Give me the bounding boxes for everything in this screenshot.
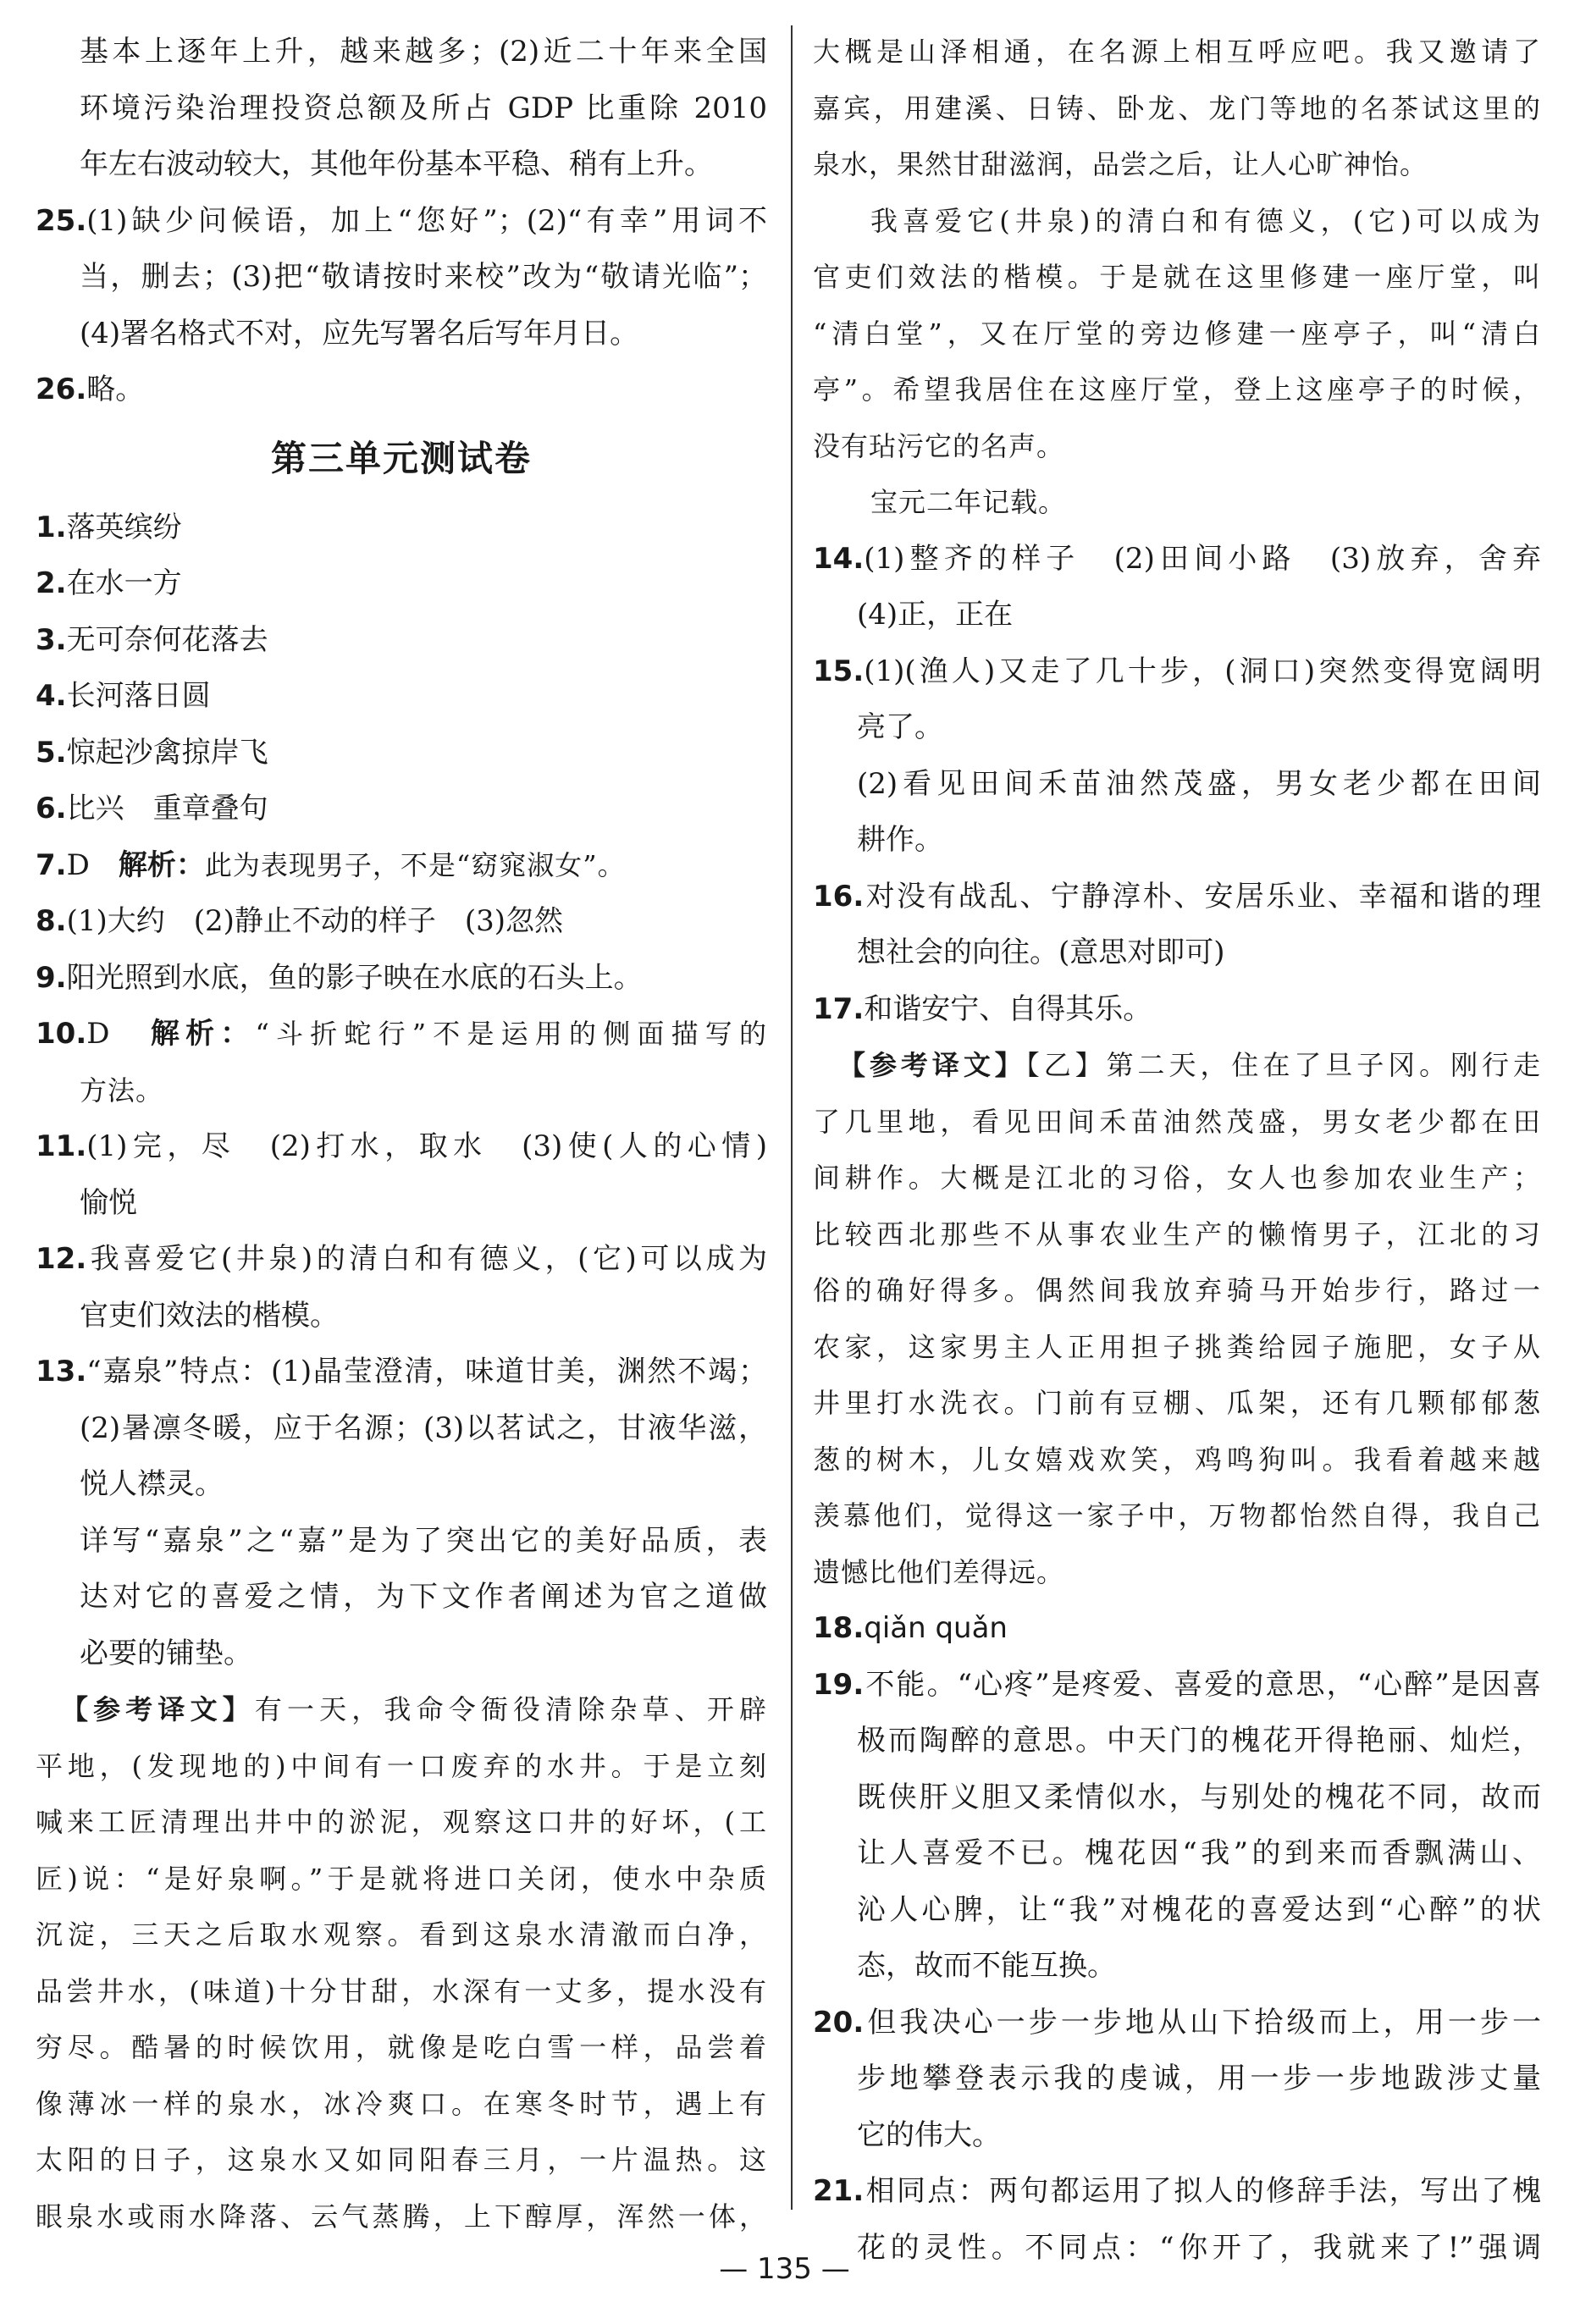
pinyin-text: qiǎn quǎn bbox=[864, 1611, 1008, 1645]
answer-18 bbox=[813, 1600, 1541, 1657]
answer-16 bbox=[813, 869, 1541, 925]
answer-text: 无可奈何花落去 bbox=[66, 622, 268, 657]
text-line: 像薄冰一样的泉水，冰冷爽口。在寒冬时节，遇上有 bbox=[36, 2087, 767, 2120]
text-line: 步地攀登表示我的虔诚，用一步一步地跋涉丈量 bbox=[857, 2062, 1541, 2095]
text-line: 它的伟大。 bbox=[857, 2117, 1001, 2152]
answer-3 bbox=[36, 612, 767, 669]
answer-19 bbox=[813, 1657, 1541, 1714]
text-line: 嘉宾，用建溪、日铸、卧龙、龙门等地的名茶试这里的 bbox=[813, 91, 1541, 124]
analysis-text: 此为表现男子，不是“窈窕淑女”。 bbox=[204, 848, 626, 881]
text-line: (2)看见田间禾苗油然茂盛，男女老少都在田间 bbox=[857, 766, 1541, 801]
answer-text: 落英缤纷 bbox=[66, 510, 182, 544]
question-number: 6. bbox=[36, 792, 67, 825]
text-line: 眼泉水或雨水降落、云气蒸腾，上下醇厚，浑然一体， bbox=[36, 2200, 767, 2233]
question-number: 25. bbox=[36, 203, 87, 238]
reference-translation bbox=[813, 1037, 1541, 1094]
text-line: 泉水，果然甘甜滋润，品尝之后，让人心旷神怡。 bbox=[813, 148, 1428, 180]
text-line: 悦人襟灵。 bbox=[80, 1467, 224, 1501]
left-column bbox=[36, 24, 767, 2244]
text-line: 沉淀，三天之后取水观察。看到这泉水清澈而白净， bbox=[36, 1918, 767, 1951]
text-line: 官吏们效法的楷模。 bbox=[80, 1298, 339, 1333]
text-line: 极而陶醉的意思。中天门的槐花开得艳丽、灿烂， bbox=[857, 1724, 1541, 1758]
answer-text: 但我决心一步一步地从山下拾级而上，用一步一 bbox=[864, 2005, 1541, 2040]
text-line: 我喜爱它(井泉)的清白和有德义，(它)可以成为 bbox=[870, 204, 1541, 237]
text-line: 基本上逐年上升，越来越多；(2)近二十年来全国 bbox=[80, 35, 767, 69]
text-line: 穷尽。酷暑的时候饮用，就像是吃白雪一样，品尝着 bbox=[36, 2031, 767, 2063]
text-line: 没有玷污它的名声。 bbox=[813, 429, 1065, 462]
reference-label: 【参考译文】 bbox=[61, 1693, 255, 1725]
question-number: 11. bbox=[36, 1129, 87, 1163]
question-number: 10. bbox=[36, 1017, 87, 1051]
analysis-text: “斗折蛇行”不是运用的侧面描写的 bbox=[255, 1018, 767, 1050]
answer-25 bbox=[36, 193, 767, 250]
text-line: “清白堂”，又在厅堂的旁边修建一座亭子，叫“清白 bbox=[813, 317, 1541, 350]
text-line: 亮了。 bbox=[857, 710, 943, 744]
answer-26 bbox=[36, 362, 767, 418]
text-line: 间耕作。大概是江北的习俗，女人也参加农业生产； bbox=[813, 1162, 1541, 1194]
answer-11 bbox=[36, 1118, 767, 1175]
answer-20 bbox=[813, 1995, 1541, 2051]
translation-text: 【乙】第二天，住在了旦子冈。刚行走 bbox=[1025, 1049, 1541, 1081]
analysis-label: 解析： bbox=[118, 847, 205, 882]
text-line: 羡慕他们，觉得这一家子中，万物都怡然自得，我自己 bbox=[813, 1499, 1541, 1532]
answer-1 bbox=[36, 500, 767, 556]
column-divider bbox=[791, 25, 793, 2210]
question-number: 16. bbox=[813, 879, 865, 914]
question-number: 13. bbox=[36, 1355, 87, 1388]
answer-text: 长河落日圆 bbox=[66, 679, 211, 713]
text-line: 愉悦 bbox=[80, 1185, 137, 1220]
answer-4 bbox=[36, 668, 767, 725]
text-line: 沁人心脾，让“我”对槐花的喜爱达到“心醉”的状 bbox=[857, 1892, 1541, 1927]
answer-text: 不能。“心疼”是疼爱、喜爱的意思，“心醉”是因喜 bbox=[864, 1667, 1541, 1702]
question-number: 21. bbox=[813, 2174, 865, 2208]
question-number: 26. bbox=[36, 373, 87, 406]
text-line: 当，删去；(3)把“敬请按时来校”改为“敬请光临”； bbox=[80, 260, 767, 294]
text-line: 态，故而不能互换。 bbox=[857, 1949, 1116, 1983]
question-number: 18. bbox=[813, 1611, 865, 1645]
question-number: 3. bbox=[36, 622, 67, 657]
text-line: 太阳的日子，这泉水又如同阳春三月，一片温热。这 bbox=[36, 2144, 767, 2176]
answer-14 bbox=[813, 531, 1541, 588]
translation-text: 有一天，我命令衙役清除杂草、开辟 bbox=[254, 1693, 767, 1725]
answer-21 bbox=[813, 2163, 1541, 2220]
text-line: 必要的铺垫。 bbox=[80, 1636, 252, 1670]
answer-text: (1)完，尽 (2)打水，取水 (3)使(人的心情) bbox=[86, 1129, 767, 1163]
text-line: 井里打水洗衣。门前有豆棚、瓜架，还有几颗郁郁葱 bbox=[813, 1387, 1541, 1419]
text-line: 官吏们效法的楷模。于是就在这里修建一座厅堂，叫 bbox=[813, 261, 1541, 293]
analysis-label: 解析： bbox=[150, 1017, 256, 1051]
text-line: 方法。 bbox=[80, 1074, 164, 1107]
answer-text: 比兴 重章叠句 bbox=[66, 792, 268, 825]
question-number: 14. bbox=[813, 541, 865, 576]
answer-12 bbox=[36, 1231, 767, 1288]
page-number: — 135 — bbox=[719, 2252, 850, 2286]
answer-text: 惊起沙禽掠岸飞 bbox=[66, 735, 268, 770]
text-line: 农家，这家男主人正用担子挑粪给园子施肥，女子从 bbox=[813, 1330, 1541, 1363]
question-number: 8. bbox=[36, 904, 67, 938]
answer-choice: D bbox=[66, 847, 119, 882]
question-number: 19. bbox=[813, 1667, 865, 1702]
answer-8 bbox=[36, 893, 767, 950]
question-number: 2. bbox=[36, 566, 67, 600]
answer-text: 对没有战乱、宁静淳朴、安居乐业、幸福和谐的理 bbox=[864, 879, 1541, 914]
answer-7 bbox=[36, 837, 767, 894]
question-number: 17. bbox=[813, 991, 865, 1026]
text-line: 大概是山泽相通，在名源上相互呼应吧。我又邀请了 bbox=[813, 36, 1541, 68]
text-line: (4)正，正在 bbox=[857, 598, 1014, 632]
text-line: 喊来工匠清理出井中的淤泥，观察这口井的好坏，(工 bbox=[36, 1806, 767, 1838]
question-number: 1. bbox=[36, 510, 67, 544]
text-line: (4)署名格式不对，应先写署名后写年月日。 bbox=[80, 316, 639, 351]
answer-text: 在水一方 bbox=[66, 566, 182, 600]
text-line: 环境污染治理投资总额及所占 GDP 比重除 2010 bbox=[80, 91, 767, 125]
answer-10 bbox=[36, 1006, 767, 1063]
right-column bbox=[813, 24, 1541, 2276]
text-line: 想社会的向往。(意思对即可) bbox=[857, 936, 1225, 969]
answer-5 bbox=[36, 725, 767, 781]
text-line: 匠)说：“是好泉啊。”于是就将进口关闭，使水中杂质 bbox=[36, 1862, 767, 1895]
text-line: 品尝井水，(味道)十分甘甜，水深有一丈多，提水没有 bbox=[36, 1974, 767, 2007]
text-line: 俗的确好得多。偶然间我放弃骑马开始步行，路过一 bbox=[813, 1274, 1541, 1306]
question-number: 9. bbox=[36, 960, 67, 995]
text-line: 年左右波动较大，其他年份基本平稳、稍有上升。 bbox=[80, 147, 713, 181]
text-line: 花的灵性。不同点：“你开了，我就来了!”强调 bbox=[857, 2230, 1541, 2265]
answer-text: 阳光照到水底，鱼的影子映在水底的石头上。 bbox=[66, 960, 643, 995]
answer-text: 和谐安宁、自得其乐。 bbox=[864, 991, 1152, 1026]
text-line: 比较西北那些不从事农业生产的懒惰男子，江北的习 bbox=[813, 1217, 1541, 1250]
question-number: 12. bbox=[36, 1242, 87, 1276]
answer-13 bbox=[36, 1344, 767, 1400]
answer-text: 略。 bbox=[86, 373, 145, 406]
answer-choice: D bbox=[86, 1017, 151, 1051]
answer-text: 我喜爱它(井泉)的清白和有德义，(它)可以成为 bbox=[86, 1242, 767, 1276]
question-number: 4. bbox=[36, 679, 67, 713]
reference-label: 【参考译文】 bbox=[838, 1049, 1026, 1081]
text-line: 平地，(发现地的)中间有一口废弃的水井。于是立刻 bbox=[36, 1749, 767, 1782]
answer-text: (1)缺少问候语，加上“您好”；(2)“有幸”用词不 bbox=[86, 203, 767, 238]
answer-9 bbox=[36, 950, 767, 1007]
question-number: 7. bbox=[36, 847, 67, 882]
text-line: 了几里地，看见田间禾苗油然茂盛，男女老少都在田 bbox=[813, 1105, 1541, 1138]
reference-translation bbox=[36, 1681, 767, 1738]
text-line: 让人喜爱不已。槐花因“我”的到来而香飘满山、 bbox=[857, 1836, 1541, 1870]
answer-2 bbox=[36, 555, 767, 612]
question-number: 5. bbox=[36, 735, 67, 770]
answer-6 bbox=[36, 781, 767, 837]
question-number: 15. bbox=[813, 654, 865, 688]
text-line: 耕作。 bbox=[857, 823, 943, 857]
text-line: 达对它的喜爱之情，为下文作者阐述为官之道做 bbox=[80, 1580, 767, 1614]
text-line: 葱的树木，儿女嬉戏欢笑，鸡鸣狗叫。我看着越来越 bbox=[813, 1443, 1541, 1476]
answer-text: 相同点：两句都运用了拟人的修辞手法，写出了槐 bbox=[864, 2174, 1541, 2208]
section-title: 第三单元测试卷 bbox=[270, 437, 532, 479]
text-line: 既侠肝义胆又柔情似水，与别处的槐花不同，故而 bbox=[857, 1780, 1541, 1814]
text-line: 亭”。希望我居住在这座厅堂，登上这座亭子的时候， bbox=[813, 373, 1541, 406]
answer-text: (1)整齐的样子 (2)田间小路 (3)放弃，舍弃 bbox=[864, 541, 1541, 576]
answer-text: (1)(渔人)又走了几十步，(洞口)突然变得宽阔明 bbox=[864, 654, 1541, 688]
text-line: 详写“嘉泉”之“嘉”是为了突出它的美好品质，表 bbox=[80, 1523, 767, 1558]
answer-text: “嘉泉”特点：(1)晶莹澄清，味道甘美，渊然不竭； bbox=[86, 1355, 767, 1388]
text-line: (2)暑凛冬暖，应于名源；(3)以茗试之，甘液华滋， bbox=[80, 1410, 767, 1445]
text-line: 宝元二年记载。 bbox=[870, 486, 1067, 518]
answer-text: (1)大约 (2)静止不动的样子 (3)忽然 bbox=[66, 904, 564, 938]
answer-17 bbox=[813, 981, 1541, 1038]
question-number: 20. bbox=[813, 2005, 865, 2040]
text-line: 遗憾比他们差得远。 bbox=[813, 1555, 1065, 1588]
answer-15 bbox=[813, 643, 1541, 700]
